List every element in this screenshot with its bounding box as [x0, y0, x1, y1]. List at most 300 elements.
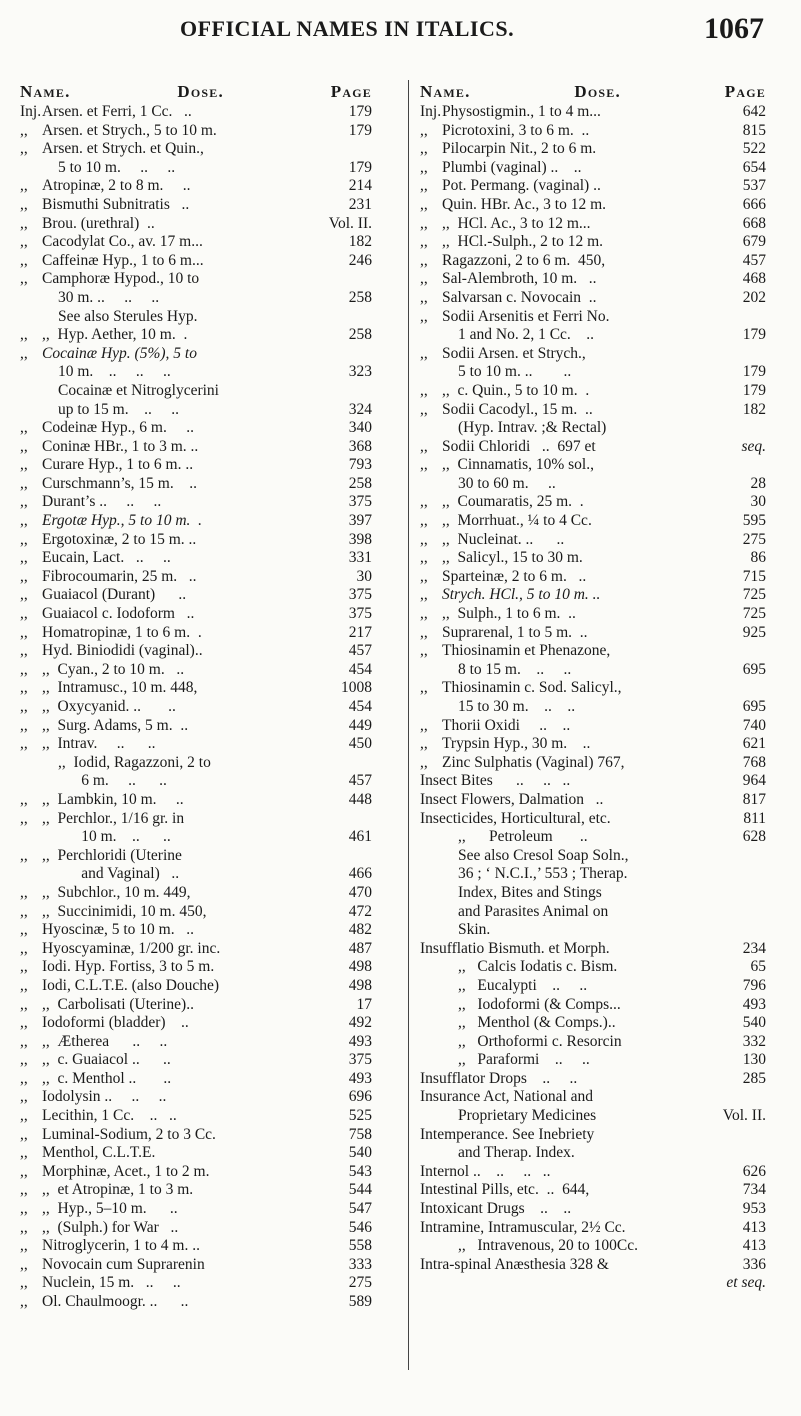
entry-label: Menthol, C.L.T.E. — [42, 1144, 156, 1162]
index-entry — [420, 661, 766, 680]
entry-label: Ragazzoni, 2 to 6 m. 450, — [442, 251, 606, 269]
entry-prefix: ,, — [20, 1162, 28, 1180]
index-entry — [420, 159, 766, 178]
index-entry — [20, 1293, 372, 1312]
entry-label: Plumbi (vaginal) .. .. — [442, 158, 582, 176]
entry-label: Thiosinamin et Phenazone, — [442, 642, 611, 660]
index-entry — [20, 847, 372, 866]
entry-label: Homatropinæ, 1 to 6 m. . — [42, 623, 202, 641]
index-entry — [420, 493, 766, 512]
index-entry — [20, 326, 372, 345]
column-divider — [408, 80, 409, 1370]
entry-page: 340 — [348, 419, 372, 437]
index-entry — [20, 1256, 372, 1275]
entry-label: Fibrocoumarin, 25 m. .. — [42, 567, 197, 585]
index-entry — [20, 586, 372, 605]
entry-label: Pilocarpin Nit., 2 to 6 m. — [442, 140, 597, 158]
index-entry — [20, 977, 372, 996]
entry-label: Intemperance. See Inebriety — [420, 1125, 595, 1143]
entry-page: 796 — [742, 976, 766, 994]
entry-label: ,, Paraformi .. .. — [458, 1051, 590, 1069]
entry-page: 454 — [348, 698, 372, 715]
index-entry — [20, 940, 372, 959]
entry-label: Iodi. Hyp. Fortiss, 3 to 5 m. — [42, 958, 215, 976]
entry-label: Suprarenal, 1 to 5 m. .. — [442, 623, 588, 641]
entry-prefix: ,, — [20, 660, 28, 678]
entry-prefix: ,, — [20, 474, 28, 492]
entry-prefix: ,, — [420, 177, 428, 195]
entry-prefix: ,, — [20, 437, 28, 455]
entry-prefix: ,, — [20, 1125, 28, 1143]
entry-label: Intra-spinal Anæsthesia 328 & — [420, 1255, 609, 1273]
entry-label: ,, Hyp., 5–10 m. .. — [42, 1200, 178, 1218]
entry-page: 758 — [348, 1125, 372, 1143]
index-entry — [20, 308, 372, 327]
entry-prefix: ,, — [420, 530, 428, 548]
entry-label: Trypsin Hyp., 30 m. .. — [442, 735, 591, 753]
index-entry — [420, 1070, 766, 1089]
index-entry — [20, 1107, 372, 1126]
index-entry — [20, 772, 372, 791]
entry-label: Hyoscyaminæ, 1/200 gr. inc. — [42, 939, 221, 957]
entry-label: Hyd. Biniodidi (vaginal).. — [42, 642, 203, 660]
entry-prefix: ,, — [20, 1255, 28, 1273]
entry-prefix: ,, — [20, 586, 28, 604]
entry-page: 324 — [348, 400, 372, 418]
index-entry — [420, 772, 766, 791]
entry-prefix: ,, — [20, 1274, 28, 1292]
entry-label: ,, c. Quin., 5 to 10 m. . — [442, 381, 590, 399]
page-number: 1067 — [704, 12, 764, 45]
index-entry — [420, 196, 766, 215]
entry-label: Iodoformi (bladder) .. — [42, 1014, 189, 1032]
index-entry — [420, 549, 766, 568]
entry-label: Brou. (urethral) .. — [42, 214, 155, 232]
entry-label: and Parasites Animal on — [458, 902, 609, 920]
entry-label: Guaiacol (Durant) .. — [42, 586, 187, 604]
entry-label: 10 m. .. .. .. — [58, 363, 171, 381]
entry-page: 628 — [742, 828, 766, 846]
entry-page: 540 — [742, 1014, 766, 1032]
entry-prefix: ,, — [20, 846, 28, 864]
entry-label: ,, (Sulph.) for War .. — [42, 1218, 179, 1236]
entry-label: ,, Cinnamatis, 10% sol., — [442, 456, 594, 474]
entry-label: Insufflator Drops .. .. — [420, 1069, 578, 1087]
entry-prefix: ,, — [420, 716, 428, 734]
entry-label: ,, c. Guaiacol .. .. — [42, 1051, 171, 1069]
entry-page: 725 — [742, 605, 766, 623]
entry-label: ,, Iodid, Ragazzoni, 2 to — [58, 753, 211, 771]
entry-label: Novocain cum Suprarenin — [42, 1255, 205, 1273]
entry-page: 332 — [742, 1032, 766, 1050]
entry-prefix: ,, — [20, 270, 28, 288]
index-entry — [20, 1126, 372, 1145]
entry-page: 258 — [348, 288, 372, 306]
entry-page: seq. — [741, 437, 766, 455]
entry-prefix: ,, — [20, 121, 28, 139]
index-entry — [420, 1051, 766, 1070]
index-entry — [20, 1033, 372, 1052]
index-entry — [420, 977, 766, 996]
entry-page: Vol. II. — [722, 1107, 766, 1125]
index-entry — [420, 605, 766, 624]
entry-prefix: ,, — [20, 1218, 28, 1236]
entry-page: 258 — [348, 326, 372, 344]
entry-prefix: ,, — [20, 642, 28, 660]
index-entry — [420, 717, 766, 736]
index-entry — [20, 345, 372, 364]
entry-prefix: ,, — [20, 530, 28, 548]
index-entry — [20, 159, 372, 178]
index-entry — [420, 624, 766, 643]
entry-label: Cocainæ Hyp. (5%), 5 to — [42, 344, 197, 362]
index-entry — [20, 735, 372, 754]
entry-page: 815 — [742, 121, 766, 139]
entry-prefix: ,, — [20, 995, 28, 1013]
entry-prefix: ,, — [20, 195, 28, 213]
entry-page: 457 — [348, 772, 372, 790]
entry-label: Ol. Chaulmoogr. .. .. — [42, 1293, 189, 1310]
index-entry — [20, 475, 372, 494]
entry-label: Thiosinamin c. Sod. Salicyl., — [442, 679, 622, 697]
index-entry — [20, 828, 372, 847]
entry-prefix: ,, — [420, 437, 428, 455]
index-entry — [20, 1088, 372, 1107]
entry-label: See also Cresol Soap Soln., — [458, 846, 629, 864]
entry-label: Bismuthi Subnitratis .. — [42, 195, 190, 213]
entry-page: 397 — [348, 512, 372, 530]
entry-prefix: ,, — [20, 1051, 28, 1069]
entry-label: up to 15 m. .. .. — [58, 400, 179, 418]
entry-page: 275 — [742, 530, 766, 548]
heading-dose: Dose. — [177, 82, 224, 101]
index-entry — [20, 605, 372, 624]
index-entry — [420, 698, 766, 717]
entry-prefix: ,, — [20, 344, 28, 362]
index-entry — [420, 122, 766, 141]
index-entry — [420, 140, 766, 159]
entry-label: Curschmann’s, 15 m. .. — [42, 474, 197, 492]
entry-page: 540 — [348, 1144, 372, 1162]
entry-label: ,, Morrhuat., ¼ to 4 Cc. — [442, 512, 592, 530]
entry-prefix: ,, — [20, 1181, 28, 1199]
index-entry — [420, 586, 766, 605]
entry-page: 179 — [348, 103, 372, 120]
entry-page: 468 — [742, 270, 766, 288]
index-entry — [20, 531, 372, 550]
index-entry — [420, 810, 766, 829]
index-entry — [420, 401, 766, 420]
entry-page: 793 — [348, 456, 372, 474]
entry-prefix: ,, — [420, 679, 428, 697]
index-entry — [420, 289, 766, 308]
entry-page: 595 — [742, 512, 766, 530]
entry-label: ,, Cyan., 2 to 10 m. .. — [42, 660, 185, 678]
index-entry — [20, 754, 372, 773]
index-entry — [420, 1274, 766, 1293]
entry-page: 179 — [742, 326, 766, 344]
entry-prefix: ,, — [20, 735, 28, 753]
entry-label: ,, Coumaratis, 25 m. . — [442, 493, 584, 511]
index-entry — [420, 308, 766, 327]
index-entry — [420, 456, 766, 475]
entry-label: ,, Orthoformi c. Resorcin — [458, 1032, 622, 1050]
entry-prefix: ,, — [420, 400, 428, 418]
index-entry — [20, 642, 372, 661]
entry-label: Ergotæ Hyp., 5 to 10 m. . — [42, 512, 203, 530]
entry-page: 413 — [742, 1218, 766, 1236]
entry-label: Picrotoxini, 3 to 6 m. .. — [442, 121, 590, 139]
entry-prefix: ,, — [420, 512, 428, 530]
entry-label: Intoxicant Drugs .. .. — [420, 1200, 572, 1218]
entry-prefix: ,, — [20, 902, 28, 920]
entry-label: Hyoscinæ, 5 to 10 m. .. — [42, 921, 194, 939]
index-entry — [20, 865, 372, 884]
entry-label: Arsen. et Strych. et Quin., — [42, 140, 204, 158]
entry-label: and Therap. Index. — [458, 1144, 575, 1162]
index-entry — [420, 438, 766, 457]
entry-page: 375 — [348, 493, 372, 511]
entry-label: Sodii Arsenitis et Ferri No. — [442, 307, 610, 325]
index-entry — [20, 1163, 372, 1182]
entry-prefix: ,, — [20, 976, 28, 994]
entry-label: ,, Carbolisati (Uterine).. — [42, 995, 194, 1013]
entry-page: 493 — [742, 995, 766, 1013]
entry-page: 179 — [742, 381, 766, 399]
entry-page: 86 — [750, 549, 766, 567]
entry-prefix: ,, — [420, 288, 428, 306]
column-headings — [420, 80, 766, 103]
entry-prefix: ,, — [420, 456, 428, 474]
entry-label: 5 to 10 m. .. .. — [58, 158, 176, 176]
entry-page: 179 — [348, 158, 372, 176]
entry-page: 498 — [348, 976, 372, 994]
entry-prefix: ,, — [420, 586, 428, 604]
entry-page: 65 — [750, 958, 766, 976]
entry-label: ,, HCl. Ac., 3 to 12 m... — [442, 214, 591, 232]
entry-label: 6 m. .. .. — [58, 772, 167, 790]
entry-prefix: ,, — [20, 1237, 28, 1255]
entry-label: Intramine, Intramuscular, 2½ Cc. — [420, 1218, 626, 1236]
entry-prefix: ,, — [420, 735, 428, 753]
entry-page: 246 — [348, 251, 372, 269]
entry-page: 470 — [348, 883, 372, 901]
index-entry — [420, 921, 766, 940]
entry-prefix: ,, — [20, 883, 28, 901]
entry-label: 30 to 60 m. .. — [458, 474, 556, 492]
entry-page: 696 — [348, 1088, 372, 1106]
entry-label: Physostigmin., 1 to 4 m... — [442, 103, 601, 120]
entry-label: Nuclein, 15 m. .. .. — [42, 1274, 181, 1292]
index-entry — [20, 791, 372, 810]
index-entry — [420, 345, 766, 364]
entry-page: 285 — [742, 1069, 766, 1087]
entry-prefix: ,, — [420, 605, 428, 623]
index-entry — [20, 140, 372, 159]
entry-label: Ergotoxinæ, 2 to 15 m. .. — [42, 530, 197, 548]
entry-page: 525 — [348, 1107, 372, 1125]
entry-label: Atropinæ, 2 to 8 m. .. — [42, 177, 191, 195]
entry-label: ,, Nucleinat. .. .. — [442, 530, 565, 548]
entry-prefix: ,, — [20, 1144, 28, 1162]
entry-page: 695 — [742, 660, 766, 678]
index-entry — [420, 270, 766, 289]
entry-page: 925 — [742, 623, 766, 641]
entry-page: 28 — [750, 474, 766, 492]
entry-page: 275 — [348, 1274, 372, 1292]
entry-label: 36 ; ‘ N.C.I.,’ 553 ; Therap. — [458, 865, 628, 883]
entry-page: 654 — [742, 158, 766, 176]
entry-prefix: ,, — [20, 326, 28, 344]
entry-label: ,, Menthol (& Comps.).. — [458, 1014, 616, 1032]
entry-page: 461 — [348, 828, 372, 846]
entry-prefix: ,, — [420, 121, 428, 139]
entry-label: Cocainæ et Nitroglycerini — [58, 381, 219, 399]
entry-page: 375 — [348, 605, 372, 623]
entry-page: 493 — [348, 1069, 372, 1087]
entry-page: 182 — [742, 400, 766, 418]
entry-label: ,, Eucalypti .. .. — [458, 976, 588, 994]
entry-prefix: ,, — [20, 549, 28, 567]
entry-label: Proprietary Medicines — [458, 1107, 597, 1125]
index-entry — [20, 1219, 372, 1238]
entry-label: ,, Lambkin, 10 m. .. — [42, 790, 184, 808]
index-entry — [20, 679, 372, 698]
index-entry — [420, 1014, 766, 1033]
entry-page: 375 — [348, 1051, 372, 1069]
index-entry — [420, 1033, 766, 1052]
entry-label: Guaiacol c. Iodoform .. — [42, 605, 195, 623]
index-entry — [420, 828, 766, 847]
index-entry — [420, 1237, 766, 1256]
entry-page: 182 — [348, 233, 372, 251]
entry-page: 231 — [348, 195, 372, 213]
entry-prefix: ,, — [20, 623, 28, 641]
entry-prefix: ,, — [420, 381, 428, 399]
index-entry — [20, 717, 372, 736]
index-entry — [20, 1274, 372, 1293]
entry-page: 234 — [742, 939, 766, 957]
entry-prefix: ,, — [20, 698, 28, 715]
entry-label: 8 to 15 m. .. .. — [458, 660, 572, 678]
entry-page: 964 — [742, 772, 766, 790]
index-entry — [420, 884, 766, 903]
entry-prefix: ,, — [420, 214, 428, 232]
index-entry — [420, 103, 766, 122]
entry-page: 621 — [742, 735, 766, 753]
index-entry — [20, 289, 372, 308]
index-entry — [420, 419, 766, 438]
entry-label: Sodii Arsen. et Strych., — [442, 344, 586, 362]
index-entry — [420, 1181, 766, 1200]
entry-label: 5 to 10 m. .. .. — [458, 363, 572, 381]
index-entry — [420, 1163, 766, 1182]
entry-page: 179 — [348, 121, 372, 139]
entry-page: 547 — [348, 1200, 372, 1218]
left-column — [20, 80, 395, 1312]
index-entry — [20, 1200, 372, 1219]
entry-label: Camphoræ Hypod., 10 to — [42, 270, 200, 288]
entry-prefix: ,, — [20, 1032, 28, 1050]
entry-prefix: ,, — [420, 195, 428, 213]
entry-page: 1008 — [341, 679, 372, 697]
entry-label: Sodii Chloridi .. 697 et — [442, 437, 596, 455]
entry-page: 30 — [750, 493, 766, 511]
entry-page: et seq. — [726, 1274, 766, 1292]
entry-label: 1 and No. 2, 1 Cc. .. — [458, 326, 595, 344]
entry-page: 466 — [348, 865, 372, 883]
entry-page: 543 — [348, 1162, 372, 1180]
entry-prefix: ,, — [20, 1293, 28, 1310]
right-column — [420, 80, 785, 1293]
entry-label: Arsen. et Ferri, 1 Cc. .. — [42, 103, 192, 120]
index-entry — [420, 1219, 766, 1238]
index-entry — [20, 624, 372, 643]
index-entry — [420, 642, 766, 661]
index-entry — [420, 791, 766, 810]
index-entry — [420, 1200, 766, 1219]
entry-page: 17 — [356, 995, 372, 1013]
entry-prefix: ,, — [20, 233, 28, 251]
entry-label: ,, Surg. Adams, 5 m. .. — [42, 716, 189, 734]
entry-prefix: ,, — [420, 158, 428, 176]
index-entry — [420, 252, 766, 271]
index-entry — [420, 679, 766, 698]
index-entry — [20, 438, 372, 457]
entry-label: Sal-Alembroth, 10 m. .. — [442, 270, 597, 288]
entry-label: ,, HCl.-Sulph., 2 to 12 m. — [442, 233, 604, 251]
index-entry — [420, 1144, 766, 1163]
entry-prefix: ,, — [20, 1200, 28, 1218]
entry-label: Coninæ HBr., 1 to 3 m. .. — [42, 437, 199, 455]
entry-prefix: ,, — [20, 605, 28, 623]
index-entry — [20, 196, 372, 215]
index-entry — [20, 549, 372, 568]
entry-label: Internol .. .. .. .. — [420, 1162, 551, 1180]
entry-prefix: ,, — [20, 512, 28, 530]
index-entry — [420, 568, 766, 587]
index-entry — [420, 363, 766, 382]
entry-prefix: ,, — [20, 1069, 28, 1087]
index-entry — [20, 996, 372, 1015]
entry-label: ,, Intramusc., 10 m. 448, — [42, 679, 198, 697]
entry-page: 544 — [348, 1181, 372, 1199]
entry-label: Durant’s .. .. .. — [42, 493, 162, 511]
index-entry — [20, 382, 372, 401]
entry-label: ,, Perchlor., 1/16 gr. in — [42, 809, 185, 827]
entry-label: Cacodylat Co., av. 17 m... — [42, 233, 203, 251]
entry-label: Nitroglycerin, 1 to 4 m. .. — [42, 1237, 200, 1255]
entry-label: ,, Perchloridi (Uterine — [42, 846, 182, 864]
entry-page: 811 — [743, 809, 766, 827]
left-entry-list — [20, 103, 395, 1312]
index-entry — [20, 1181, 372, 1200]
entry-page: 498 — [348, 958, 372, 976]
entry-label: ,, Succinimidi, 10 m. 450, — [42, 902, 207, 920]
entry-label: Strych. HCl., 5 to 10 m. .. — [442, 586, 601, 604]
entry-page: 482 — [348, 921, 372, 939]
index-entry — [20, 1014, 372, 1033]
entry-prefix: ,, — [420, 140, 428, 158]
entry-label: Caffeinæ Hyp., 1 to 6 m... — [42, 251, 204, 269]
entry-label: ,, Subchlor., 10 m. 449, — [42, 883, 191, 901]
entry-label: ,, c. Menthol .. .. — [42, 1069, 172, 1087]
entry-page: 336 — [742, 1255, 766, 1273]
heading-name: Name. — [20, 82, 71, 101]
entry-prefix: ,, — [20, 1088, 28, 1106]
entry-prefix: ,, — [20, 1014, 28, 1032]
entry-label: 15 to 30 m. .. .. — [458, 698, 576, 715]
